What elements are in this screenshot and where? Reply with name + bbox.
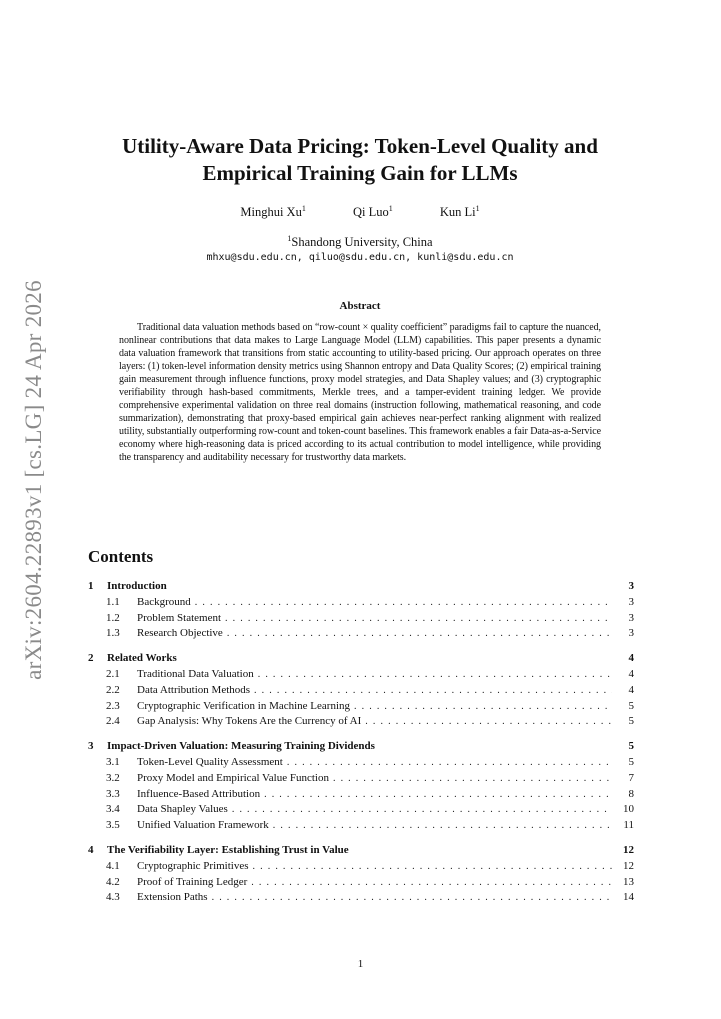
toc-subsection-entry[interactable]	[88, 788, 634, 804]
toc-entry-page: 7	[628, 771, 634, 784]
toc-entry-number: 3.3	[106, 787, 120, 800]
toc-entry-page: 5	[628, 699, 634, 712]
affiliation-mark: 1	[287, 234, 292, 243]
toc-dot-leader	[365, 716, 612, 727]
toc-entry-page: 12	[623, 859, 634, 872]
toc-entry-number: 1.2	[106, 611, 120, 624]
toc-subsection-entry[interactable]	[88, 627, 634, 643]
toc-dot-leader	[232, 804, 612, 815]
toc-dot-leader	[333, 773, 612, 784]
toc-subsection-entry[interactable]	[88, 715, 634, 731]
toc-section-entry[interactable]	[88, 844, 634, 860]
toc-entry-number: 3.4	[106, 803, 120, 816]
toc-entry-number: 2.1	[106, 667, 120, 680]
toc-subsection-entry[interactable]	[88, 772, 634, 788]
toc-entry-number: 2.3	[106, 699, 120, 712]
toc-dot-leader	[227, 628, 612, 639]
author-emails: mhxu@sdu.edu.cn, qiluo@sdu.edu.cn, kunli@sdu.edu.cn	[206, 252, 514, 263]
toc-entry-title: Background	[137, 595, 191, 608]
toc-entry-title: Related Works	[107, 652, 177, 665]
toc-entry-number: 3.1	[106, 755, 120, 768]
toc-entry-title: Proxy Model and Empirical Value Function	[137, 771, 329, 784]
toc-dot-leader	[354, 701, 612, 712]
toc-subsection-entry[interactable]	[88, 612, 634, 628]
toc-entry-number: 2.2	[106, 683, 120, 696]
toc-dot-leader	[225, 613, 612, 624]
toc-subsection-entry[interactable]	[88, 819, 634, 835]
toc-entry-page: 4	[628, 667, 634, 680]
author-name: Qi Luo	[352, 205, 389, 220]
toc-entry-page: 8	[628, 787, 634, 800]
toc-entry-title: Cryptographic Primitives	[137, 859, 249, 872]
toc-subsection-entry[interactable]	[88, 700, 634, 716]
toc-subsection-entry[interactable]	[88, 876, 634, 892]
table-of-contents	[88, 580, 634, 916]
author-list	[60, 204, 660, 220]
affiliation-text: Shandong University, China	[291, 235, 433, 250]
toc-section-entry[interactable]	[88, 652, 634, 668]
abstract-heading: Abstract	[339, 300, 381, 312]
toc-section	[88, 844, 634, 907]
toc-entry-number: 2.4	[106, 715, 120, 728]
toc-subsection-entry[interactable]	[88, 891, 634, 907]
toc-entry-page: 11	[623, 819, 634, 832]
toc-dot-leader	[253, 861, 612, 872]
toc-subsection-entry[interactable]	[88, 668, 634, 684]
toc-entry-number: 1.1	[106, 595, 120, 608]
toc-entry-page: 3	[628, 627, 634, 640]
toc-entry-page: 12	[623, 843, 634, 856]
abstract-text: Traditional data valuation methods based on “row-count × quality coefficient” paradigms fail to capture the nuanced, nonlinear contributions that data makes to Large Language Model (LLM) capabilities. This paper presents a dynamic data valuation framework that transitions from static accounting to utility-based pricing. Our approach operates on three layers: (1) token-level information density metrics using Shannon entropy and Data Quality Scores; (2) empirical training gain measurement through influence functions, proxy model strategies, and Data Shapley values; and (3) cryptographic verifiability through hash-based commitments, Merkle trees, and a tamper-evident training ledger. We provide comprehensive experimental validation on three real domains (instruction following, mathematical reasoning, and code summarization), demonstrating that proxy-based empirical gain achieves near-perfect ranking alignment with realized utility, substantially outperforming row-count and token-count baselines. This framework enables a fair Data-as-a-Service economy where high-reasoning data is priced according to its actual contribution to model intelligence, while providing the transparency and auditability necessary for trustworthy data markets.	[119, 322, 601, 463]
toc-entry-title: Extension Paths	[137, 891, 208, 904]
toc-section	[88, 652, 634, 731]
toc-entry-page: 10	[623, 803, 634, 816]
toc-entry-number: 3.2	[106, 771, 120, 784]
author-name: Kun Li	[439, 205, 476, 220]
toc-entry-title: Traditional Data Valuation	[137, 667, 254, 680]
page-number: 1	[357, 958, 364, 970]
toc-subsection-entry[interactable]	[88, 803, 634, 819]
toc-entry-page: 13	[623, 875, 634, 888]
toc-entry-title: Data Attribution Methods	[137, 683, 251, 696]
toc-entry-page: 3	[628, 611, 634, 624]
toc-entry-page: 4	[628, 683, 634, 696]
toc-section-entry[interactable]	[88, 740, 634, 756]
toc-entry-page: 14	[623, 891, 634, 904]
toc-dot-leader	[273, 820, 612, 831]
toc-entry-title: Influence-Based Attribution	[137, 787, 261, 800]
toc-entry-number: 3	[88, 740, 94, 753]
author-name: Minghui Xu	[240, 205, 302, 220]
toc-entry-title: Unified Valuation Framework	[137, 819, 269, 832]
toc-entry-page: 3	[628, 580, 634, 592]
toc-entry-number: 4.2	[106, 875, 120, 888]
toc-entry-title: Cryptographic Verification in Machine Learning	[137, 699, 351, 712]
title-line-2: Empirical Training Gain for LLMs	[202, 161, 518, 185]
toc-entry-page: 3	[628, 595, 634, 608]
toc-entry-title: Data Shapley Values	[137, 803, 228, 816]
toc-subsection-entry[interactable]	[88, 860, 634, 876]
toc-entry-number: 4.3	[106, 891, 120, 904]
toc-dot-leader	[212, 892, 612, 903]
toc-section	[88, 580, 634, 643]
toc-dot-leader	[264, 789, 612, 800]
toc-dot-leader	[251, 877, 612, 888]
author	[440, 204, 480, 220]
author	[240, 204, 305, 220]
toc-dot-leader	[287, 757, 612, 768]
toc-entry-page: 5	[628, 755, 634, 768]
toc-entry-number: 1.3	[106, 627, 120, 640]
toc-entry-title: Research Objective	[137, 627, 223, 640]
toc-entry-page: 4	[628, 652, 634, 665]
toc-entry-title: Gap Analysis: Why Tokens Are the Currency of AI	[137, 715, 362, 728]
toc-entry-number: 1	[88, 580, 94, 592]
toc-entry-title: Introduction	[107, 580, 167, 592]
author	[353, 204, 393, 220]
toc-subsection-entry[interactable]	[88, 756, 634, 772]
contents-heading: Contents	[88, 547, 154, 566]
toc-entry-number: 4	[88, 843, 94, 856]
toc-entry-title: Proof of Training Ledger	[137, 875, 248, 888]
toc-entry-number: 3.5	[106, 819, 120, 832]
toc-entry-number: 4.1	[106, 859, 120, 872]
title-line-1: Utility-Aware Data Pricing: Token-Level Quality and	[122, 134, 598, 158]
toc-subsection-entry[interactable]	[88, 596, 634, 612]
toc-entry-page: 5	[628, 715, 634, 728]
paper-title	[60, 133, 660, 187]
toc-dot-leader	[258, 669, 612, 680]
author-affiliation-mark: 1	[388, 204, 393, 213]
toc-subsection-entry[interactable]	[88, 684, 634, 700]
toc-entry-number: 2	[88, 652, 94, 665]
toc-dot-leader	[254, 685, 612, 696]
toc-entry-title: Impact-Driven Valuation: Measuring Training Dividends	[107, 740, 375, 753]
toc-entry-title: Token-Level Quality Assessment	[137, 755, 283, 768]
affiliation	[60, 234, 660, 250]
author-affiliation-mark: 1	[301, 204, 306, 213]
toc-dot-leader	[195, 597, 612, 608]
toc-section	[88, 740, 634, 835]
author-affiliation-mark: 1	[475, 204, 480, 213]
toc-section-entry[interactable]	[88, 580, 634, 596]
arxiv-stamp-text: arXiv:2604.22893v1 [cs.LG] 24 Apr 2026	[21, 280, 46, 680]
toc-entry-title: The Verifiability Layer: Establishing Trust in Value	[107, 843, 349, 856]
toc-entry-page: 5	[628, 740, 634, 753]
toc-entry-title: Problem Statement	[137, 611, 222, 624]
